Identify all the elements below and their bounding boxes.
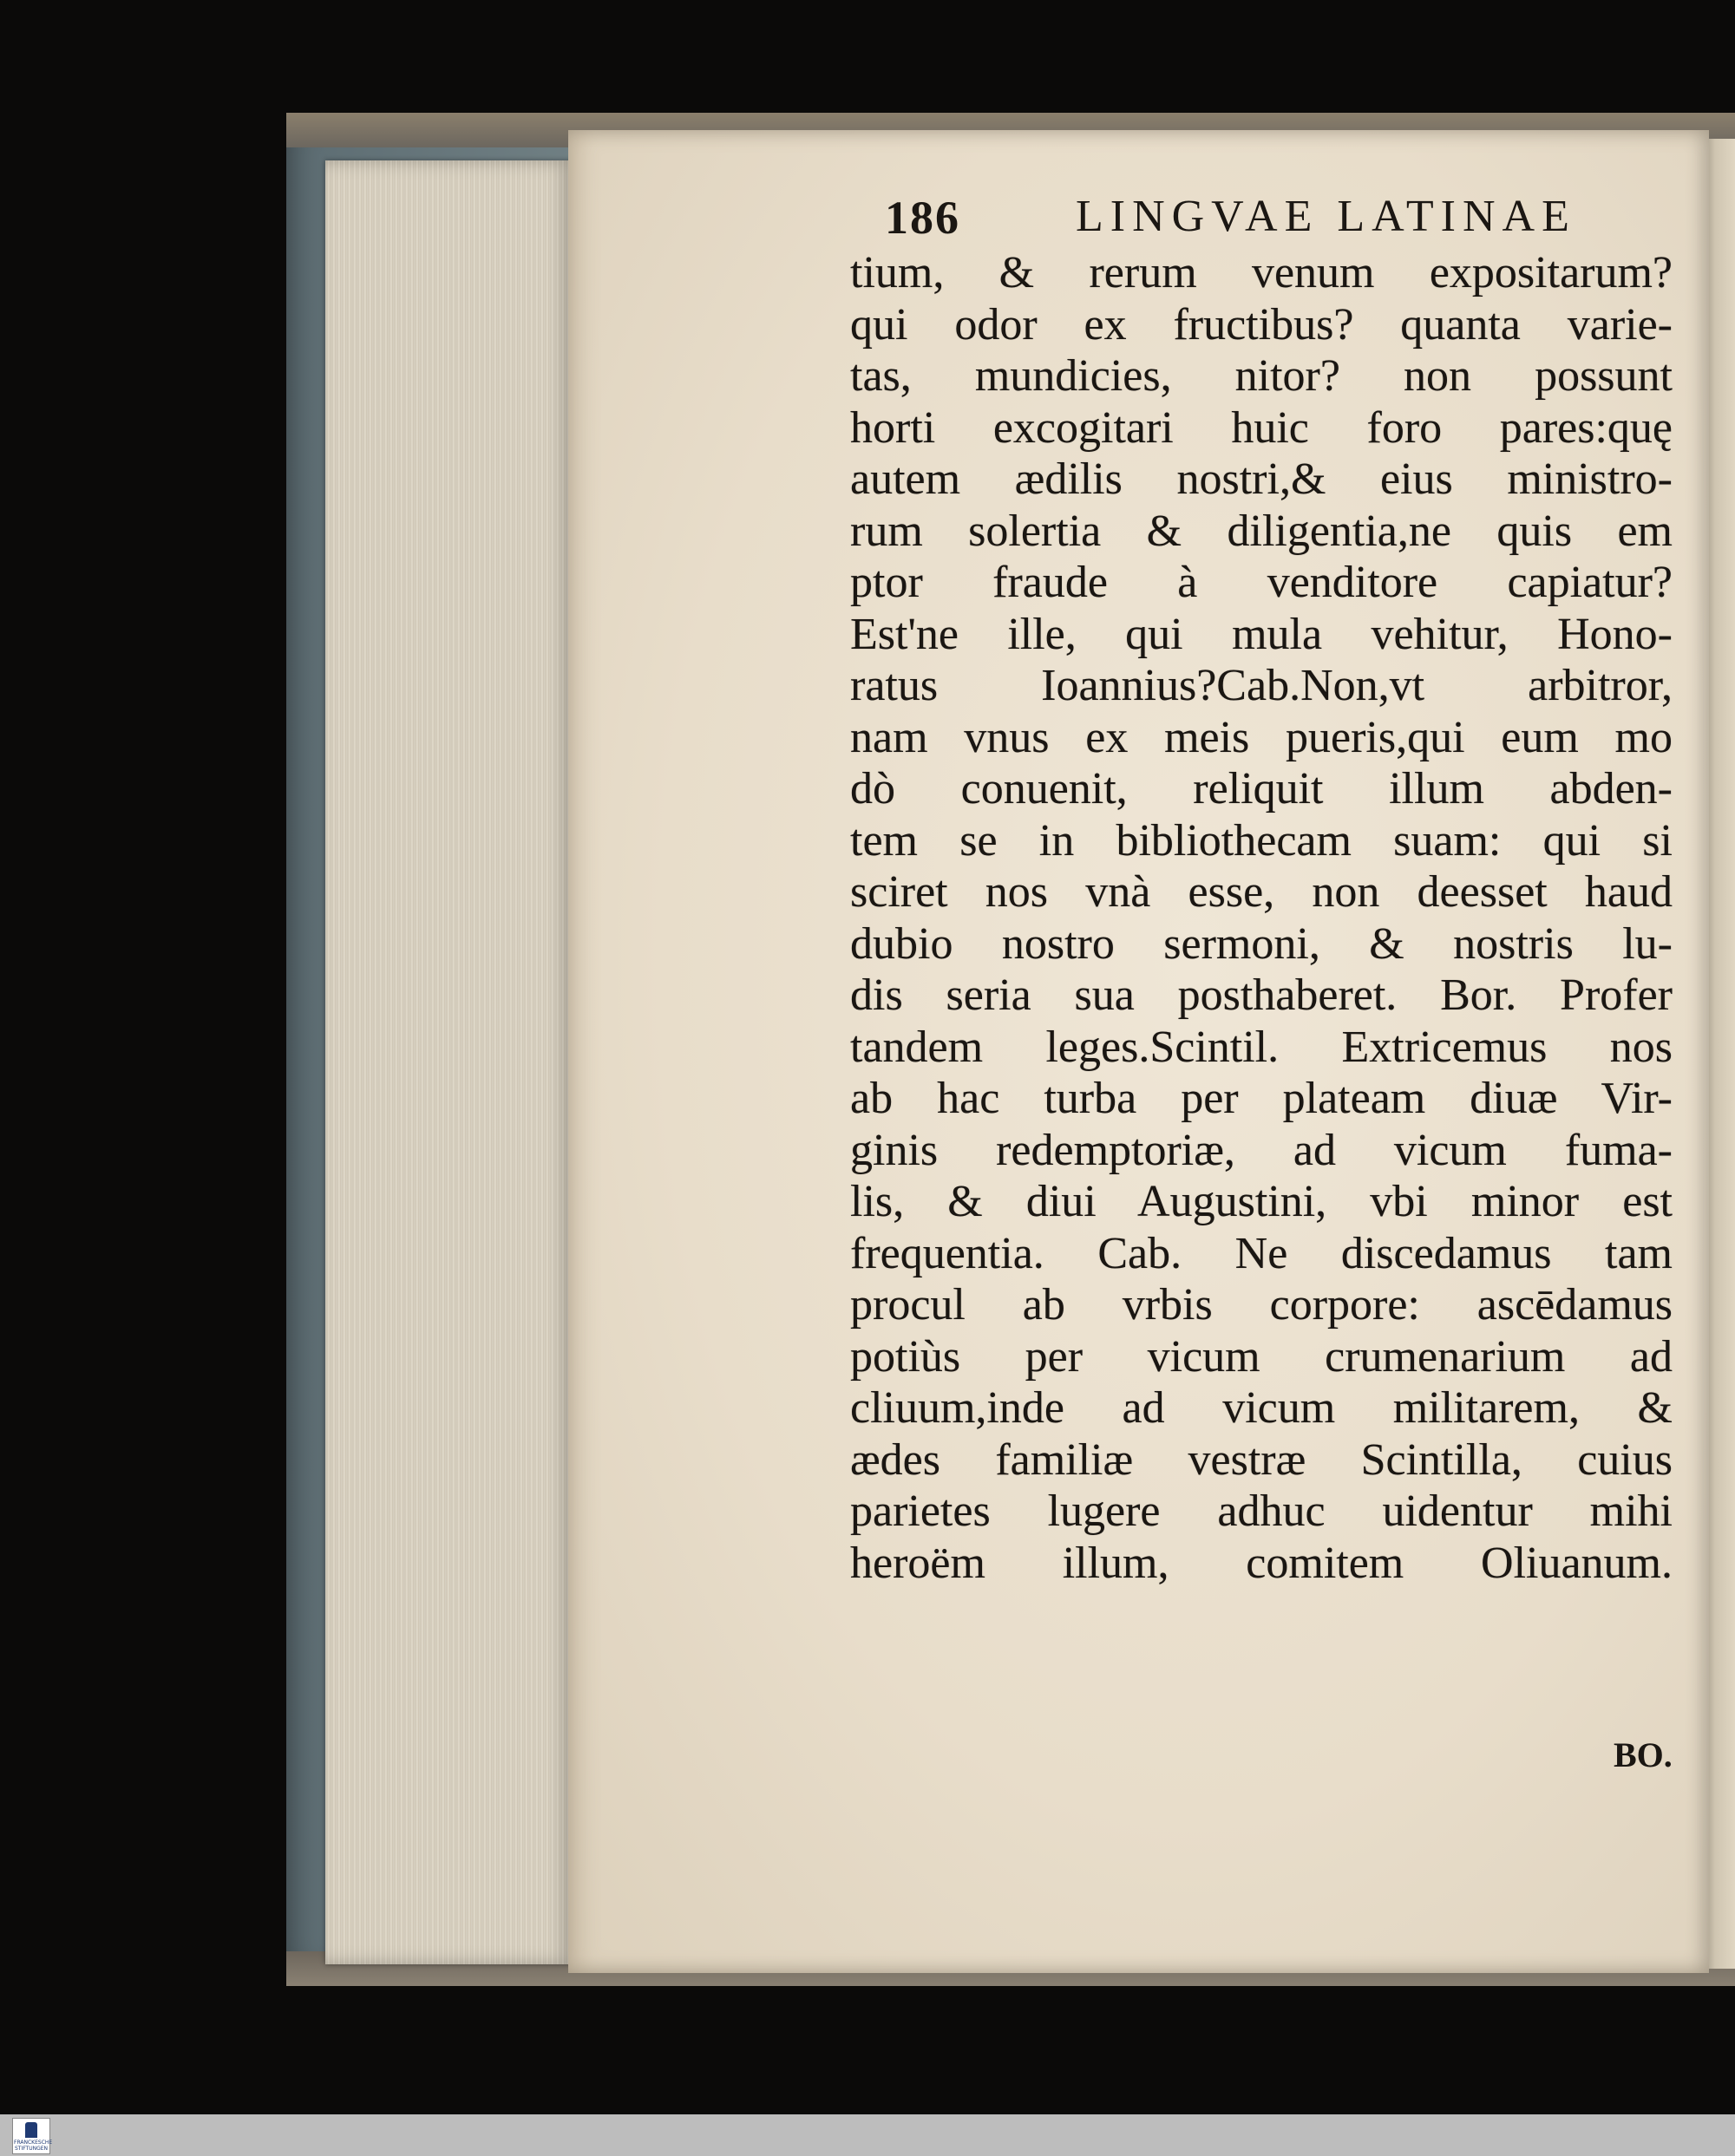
text-line: dis seria sua posthaberet. Bor. Profer (850, 970, 1673, 1020)
text-line: horti excogitari huic foro pares:quę (850, 402, 1673, 453)
viewer-footer-bar (0, 2114, 1735, 2156)
running-head: LINGVAE LATINAE (1076, 192, 1576, 241)
body-text (850, 247, 1673, 1589)
page-edges (325, 160, 573, 1964)
text-line: frequentia. Cab. Ne discedamus tam (850, 1228, 1673, 1278)
text-line: ab hac turba per plateam diuæ Vir- (850, 1074, 1673, 1123)
page-header (885, 191, 1700, 252)
text-line: Est'ne ille, qui mula vehitur, Hono- (850, 609, 1673, 659)
catchword: BO. (1614, 1735, 1673, 1774)
text-line: qui odor ex fructibus? quanta varie- (850, 299, 1673, 350)
text-line: tium, & rerum venum expositarum? (850, 248, 1673, 297)
text-line: dò conuenit, reliquit illum abden- (850, 764, 1673, 813)
text-line: cliuum,inde ad vicum militarem, & (850, 1383, 1673, 1433)
text-line: tandem leges.Scintil. Extricemus nos (850, 1022, 1673, 1072)
library-logo-icon[interactable] (12, 2118, 53, 2154)
page-number: 186 (885, 192, 960, 244)
text-line: tas, mundicies, nitor? non possunt (850, 351, 1673, 401)
logo-mark-icon (25, 2122, 37, 2138)
text-line: sciret nos vnà esse, non deesset haud (850, 867, 1673, 917)
text-line: lis, & diui Augustini, vbi minor est (850, 1177, 1673, 1226)
text-line: rum solertia & diligentia,ne quis em (850, 506, 1673, 556)
text-line: ædes familiæ vestræ Scintilla, cuius (850, 1434, 1673, 1485)
text-line: tem se in bibliothecam suam: qui si (850, 815, 1673, 866)
text-line: ptor fraude à venditore capiatur? (850, 558, 1673, 607)
text-line: nam vnus ex meis pueris,qui eum mo (850, 712, 1673, 762)
text-line: dubio nostro sermoni, & nostris lu- (850, 918, 1673, 969)
text-line: parietes lugere adhuc uidentur mihi (850, 1486, 1673, 1536)
text-line: procul ab vrbis corpore: ascēdamus (850, 1280, 1673, 1330)
text-line: potiùs per vicum crumenarium ad (850, 1331, 1673, 1382)
text-line: ratus Ioannius?Cab.Non,vt arbitror, (850, 661, 1673, 710)
logo-text: FRANCKESCHE STIFTUNGEN (14, 2140, 53, 2152)
text-line: heroëm illum, comitem Oliuanum. (850, 1538, 1673, 1588)
text-line: ginis redemptoriæ, ad vicum fuma- (850, 1125, 1673, 1175)
text-line: autem ædilis nostri,& eius ministro- (850, 454, 1673, 504)
